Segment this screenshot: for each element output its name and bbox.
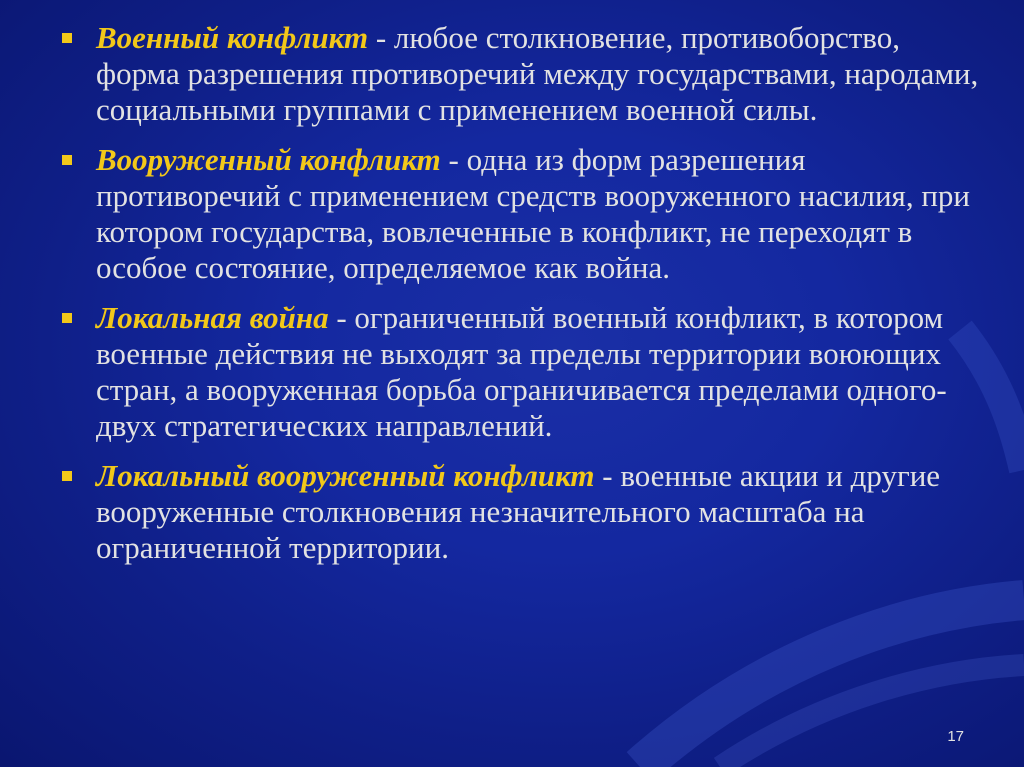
term: Локальная война [96,300,329,335]
bullet-marker [62,471,72,481]
term: Локальный вооруженный конфликт [96,458,595,493]
term: Военный конфликт [96,20,369,55]
definition: - ограниченный военный конфликт, в котором военные действия не выходят за пределы территории воюющих стран, а вооруженная борьба ограничивается пределами одного-двух стратегических направлений. [96,300,947,443]
term: Вооруженный конфликт [96,142,441,177]
list-item [62,300,982,444]
definition: - военные акции и другие вооруженные столкновения незначительного масштаба на ограниченной территории. [96,458,941,565]
bullet-marker [62,313,72,323]
bullet-marker [62,155,72,165]
definition: - одна из форм разрешения противоречий с применением средств вооруженного насилия, при котором государства, вовлеченные в конфликт, не переходят в особое состояние, определяемое как война. [96,142,970,285]
definition: - любое столкновение, противоборство, форма разрешения противоречий между государствами, народами, социальными группами с применением военной силы. [96,20,979,127]
page-number: 17 [947,728,964,745]
list-item [62,458,982,566]
list-item [62,142,982,286]
definition-list [62,20,982,580]
list-item [62,20,982,128]
bullet-marker [62,33,72,43]
